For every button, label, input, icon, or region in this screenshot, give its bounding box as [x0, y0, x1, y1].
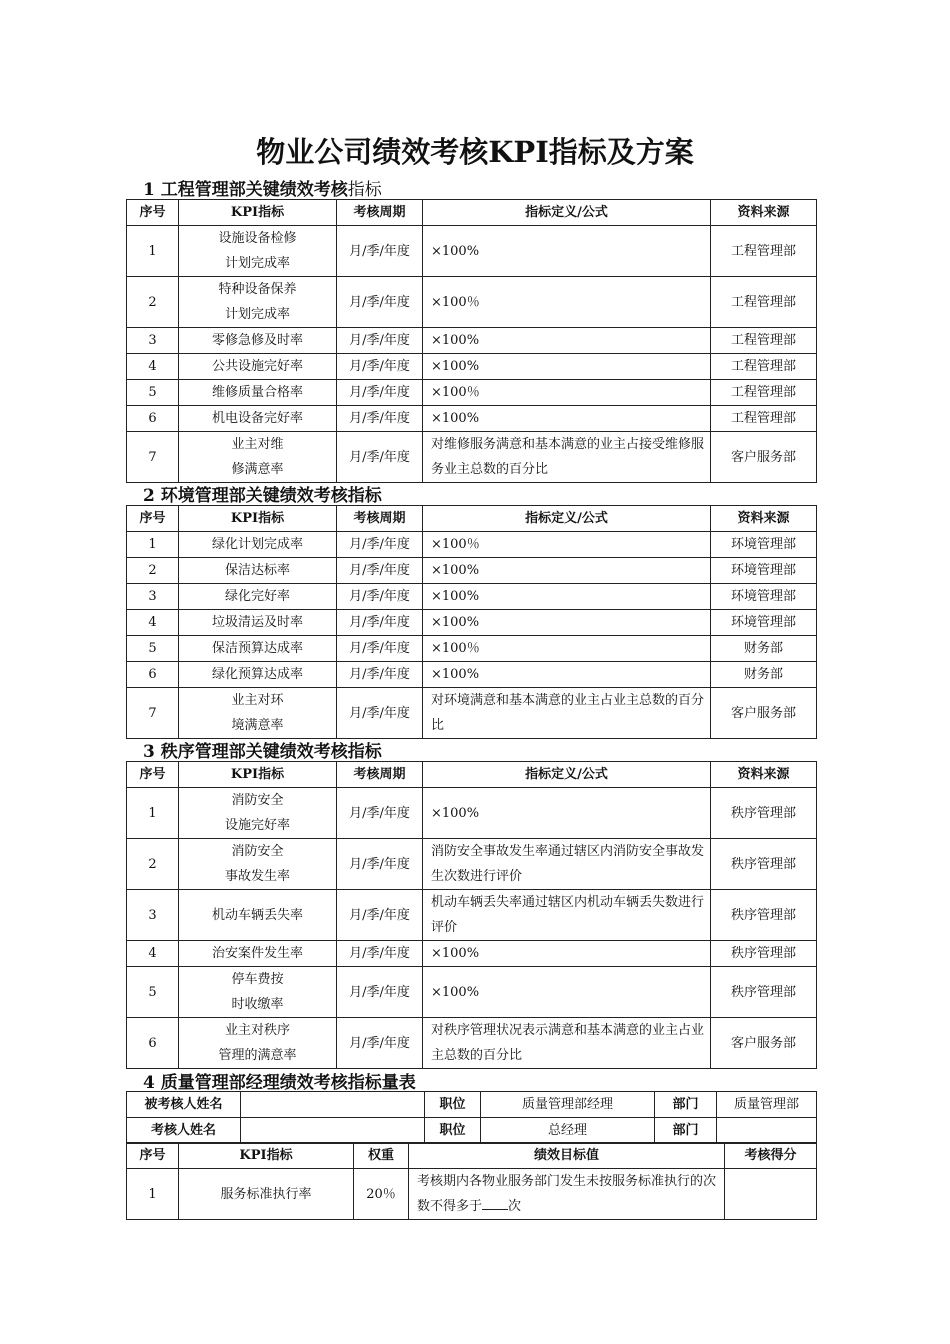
row-source: 秩序管理部 [711, 967, 817, 1018]
row-source: 工程管理部 [711, 380, 817, 406]
row-no: 5 [127, 636, 179, 662]
table-row [127, 226, 817, 277]
col-header-kpi: KPI指标 [179, 1143, 354, 1169]
row-no: 1 [127, 1169, 179, 1220]
section-4-info-table [126, 1091, 817, 1144]
row-source: 环境管理部 [711, 558, 817, 584]
row-definition: ×100% [423, 967, 711, 1018]
section-1-heading-bold: 1 工程管理部关键绩效考核 [143, 180, 348, 200]
row-no: 1 [127, 226, 179, 277]
kpi-line: 消防安全 [231, 793, 284, 808]
row-kpi [179, 277, 337, 328]
row-period: 月/季/年度 [337, 406, 423, 432]
row-source: 客户服务部 [711, 432, 817, 483]
row-definition: ×100％ [423, 380, 711, 406]
assessor-dept-label: 部门 [655, 1118, 717, 1144]
row-no: 3 [127, 584, 179, 610]
kpi-line: 公共设施完好率 [211, 359, 303, 374]
table-row [127, 839, 817, 890]
kpi-line: 修满意率 [231, 462, 284, 477]
row-kpi [179, 432, 337, 483]
row-target [409, 1169, 725, 1220]
row-definition: 对环境满意和基本满意的业主占业主总数的百分比 [423, 688, 711, 739]
col-header-no: 序号 [127, 200, 179, 226]
row-period: 月/季/年度 [337, 226, 423, 277]
row-source: 环境管理部 [711, 584, 817, 610]
row-no: 3 [127, 328, 179, 354]
row-source: 环境管理部 [711, 532, 817, 558]
row-no: 4 [127, 941, 179, 967]
col-header-no: 序号 [127, 506, 179, 532]
table-row [127, 688, 817, 739]
row-definition: ×100% [423, 226, 711, 277]
document-title: 物业公司绩效考核KPI指标及方案 [256, 135, 694, 169]
row-definition: 机动车辆丢失率通过辖区内机动车辆丢失数进行评价 [423, 890, 711, 941]
assessor-dept-value[interactable] [717, 1118, 817, 1144]
row-no: 5 [127, 380, 179, 406]
kpi-line: 设施完好率 [224, 818, 290, 833]
row-kpi [179, 226, 337, 277]
assessee-position-value: 质量管理部经理 [481, 1092, 655, 1118]
row-kpi [179, 839, 337, 890]
row-kpi [179, 328, 337, 354]
kpi-line: 特种设备保养 [218, 282, 297, 297]
row-definition: ×100％ [423, 532, 711, 558]
section-3-table [126, 761, 817, 1069]
row-definition: 对秩序管理状况表示满意和基本满意的业主占业主总数的百分比 [423, 1018, 711, 1069]
kpi-line: 保洁预算达成率 [211, 641, 303, 656]
col-header-period: 考核周期 [337, 506, 423, 532]
kpi-line: 设施设备检修 [218, 231, 297, 246]
row-kpi [179, 584, 337, 610]
row-source: 秩序管理部 [711, 788, 817, 839]
kpi-line: 时收缴率 [231, 997, 284, 1012]
row-period: 月/季/年度 [337, 328, 423, 354]
table-row [127, 662, 817, 688]
kpi-line: 绿化预算达成率 [211, 667, 303, 682]
row-definition: ×100％ [423, 636, 711, 662]
row-kpi [179, 354, 337, 380]
row-source: 财务部 [711, 636, 817, 662]
table-header-row [127, 506, 817, 532]
row-no: 4 [127, 354, 179, 380]
col-header-score: 考核得分 [725, 1143, 817, 1169]
kpi-line: 消防安全 [231, 844, 284, 859]
row-period: 月/季/年度 [337, 688, 423, 739]
row-kpi [179, 406, 337, 432]
kpi-line: 零修急修及时率 [211, 333, 303, 348]
row-definition: ×100% [423, 788, 711, 839]
row-source: 工程管理部 [711, 226, 817, 277]
col-header-kpi: KPI指标 [179, 762, 337, 788]
row-kpi [179, 890, 337, 941]
row-period: 月/季/年度 [337, 354, 423, 380]
row-no: 3 [127, 890, 179, 941]
assessor-name-field[interactable] [241, 1118, 425, 1144]
col-header-definition: 指标定义/公式 [423, 762, 711, 788]
table-row [127, 532, 817, 558]
row-definition: 对维修服务满意和基本满意的业主占接受维修服务业主总数的百分比 [423, 432, 711, 483]
section-3-heading: 3 秩序管理部关键绩效考核指标 [143, 742, 382, 762]
row-kpi [179, 941, 337, 967]
kpi-line: 境满意率 [231, 718, 284, 733]
row-definition: ×100% [423, 558, 711, 584]
row-definition: ×100% [423, 354, 711, 380]
table-row [127, 890, 817, 941]
row-source: 秩序管理部 [711, 890, 817, 941]
section-1-heading-light: 指标 [347, 180, 382, 200]
row-source: 客户服务部 [711, 1018, 817, 1069]
col-header-definition: 指标定义/公式 [423, 506, 711, 532]
row-kpi [179, 558, 337, 584]
row-kpi [179, 688, 337, 739]
row-definition: ×100% [423, 406, 711, 432]
row-no: 2 [127, 558, 179, 584]
row-definition: ×100% [423, 941, 711, 967]
section-2-table [126, 505, 817, 739]
row-score[interactable] [725, 1169, 817, 1220]
row-weight: 20％ [354, 1169, 409, 1220]
fill-blank[interactable] [482, 1195, 508, 1210]
row-period: 月/季/年度 [337, 967, 423, 1018]
table-row [127, 354, 817, 380]
assessee-position-label: 职位 [425, 1092, 481, 1118]
assessor-row [127, 1118, 817, 1144]
kpi-line: 机动车辆丢失率 [211, 907, 303, 923]
row-target-suffix: 次 [508, 1199, 522, 1214]
row-source: 工程管理部 [711, 354, 817, 380]
table-header-row [127, 200, 817, 226]
table-row [127, 277, 817, 328]
kpi-line: 业主对维 [231, 437, 284, 452]
row-period: 月/季/年度 [337, 380, 423, 406]
row-source: 工程管理部 [711, 406, 817, 432]
table-header-row [127, 762, 817, 788]
section-4-heading: 4 质量管理部经理绩效考核指标量表 [143, 1073, 416, 1093]
row-kpi: 服务标准执行率 [179, 1169, 354, 1220]
table-row [127, 406, 817, 432]
row-period: 月/季/年度 [337, 584, 423, 610]
row-period: 月/季/年度 [337, 941, 423, 967]
table-row [127, 1018, 817, 1069]
row-source: 环境管理部 [711, 610, 817, 636]
section-4-kpi-table [126, 1142, 817, 1220]
kpi-line: 治安案件发生率 [211, 946, 303, 961]
table-row [127, 967, 817, 1018]
table-row [127, 1169, 817, 1220]
row-definition: 消防安全事故发生率通过辖区内消防安全事故发生次数进行评价 [423, 839, 711, 890]
kpi-line: 维修质量合格率 [211, 385, 303, 400]
col-header-source: 资料来源 [711, 762, 817, 788]
row-source: 工程管理部 [711, 277, 817, 328]
row-period: 月/季/年度 [337, 432, 423, 483]
row-target-text: 考核期内各物业服务部门发生未按服务标准执行的次数不得多于 [417, 1174, 717, 1214]
row-period: 月/季/年度 [337, 532, 423, 558]
row-no: 7 [127, 688, 179, 739]
row-no: 1 [127, 788, 179, 839]
row-period: 月/季/年度 [337, 610, 423, 636]
row-period: 月/季/年度 [337, 662, 423, 688]
row-period: 月/季/年度 [337, 788, 423, 839]
section-4-header-row [127, 1143, 817, 1169]
row-definition: ×100％ [423, 277, 711, 328]
assessor-name-label: 考核人姓名 [127, 1118, 241, 1144]
row-no: 2 [127, 839, 179, 890]
table-row [127, 584, 817, 610]
row-period: 月/季/年度 [337, 636, 423, 662]
kpi-line: 业主对秩序 [224, 1023, 290, 1038]
kpi-line: 垃圾清运及时率 [211, 615, 303, 630]
row-kpi [179, 610, 337, 636]
assessee-dept-label: 部门 [655, 1092, 717, 1118]
kpi-line: 绿化计划完成率 [211, 537, 303, 552]
col-header-period: 考核周期 [337, 762, 423, 788]
row-period: 月/季/年度 [337, 277, 423, 328]
row-no: 2 [127, 277, 179, 328]
row-definition: ×100% [423, 662, 711, 688]
row-source: 财务部 [711, 662, 817, 688]
assessee-dept-value: 质量管理部 [717, 1092, 817, 1118]
section-1-table [126, 199, 817, 483]
table-row [127, 636, 817, 662]
assessee-row [127, 1092, 817, 1118]
kpi-line: 管理的满意率 [218, 1048, 297, 1063]
row-no: 5 [127, 967, 179, 1018]
kpi-line: 保洁达标率 [224, 563, 290, 578]
row-definition: ×100% [423, 584, 711, 610]
assessee-name-field[interactable] [241, 1092, 425, 1118]
row-period: 月/季/年度 [337, 839, 423, 890]
row-no: 6 [127, 1018, 179, 1069]
col-header-weight: 权重 [354, 1143, 409, 1169]
row-kpi [179, 788, 337, 839]
table-row [127, 328, 817, 354]
table-row [127, 788, 817, 839]
assessor-position-label: 职位 [425, 1118, 481, 1144]
col-header-target: 绩效目标值 [409, 1143, 725, 1169]
row-no: 6 [127, 662, 179, 688]
kpi-line: 计划完成率 [224, 256, 290, 271]
row-kpi [179, 662, 337, 688]
row-period: 月/季/年度 [337, 1018, 423, 1069]
col-header-kpi: KPI指标 [179, 506, 337, 532]
col-header-no: 序号 [127, 762, 179, 788]
table-row [127, 432, 817, 483]
row-source: 客户服务部 [711, 688, 817, 739]
section-1-heading [143, 175, 382, 200]
row-period: 月/季/年度 [337, 890, 423, 941]
kpi-line: 绿化完好率 [224, 589, 290, 604]
col-header-no: 序号 [127, 1143, 179, 1169]
row-source: 秩序管理部 [711, 941, 817, 967]
kpi-line: 计划完成率 [224, 307, 290, 322]
col-header-definition: 指标定义/公式 [423, 200, 711, 226]
row-kpi [179, 380, 337, 406]
col-header-kpi: KPI指标 [179, 200, 337, 226]
row-kpi [179, 636, 337, 662]
col-header-source: 资料来源 [711, 506, 817, 532]
row-no: 6 [127, 406, 179, 432]
row-period: 月/季/年度 [337, 558, 423, 584]
table-row [127, 941, 817, 967]
row-kpi [179, 967, 337, 1018]
row-source: 秩序管理部 [711, 839, 817, 890]
kpi-line: 事故发生率 [224, 869, 290, 884]
section-2-heading: 2 环境管理部关键绩效考核指标 [143, 486, 382, 506]
table-row [127, 380, 817, 406]
col-header-source: 资料来源 [711, 200, 817, 226]
row-definition: ×100% [423, 610, 711, 636]
kpi-line: 业主对环 [231, 693, 284, 708]
row-definition: ×100% [423, 328, 711, 354]
row-no: 4 [127, 610, 179, 636]
kpi-line: 机电设备完好率 [211, 411, 303, 426]
row-kpi [179, 1018, 337, 1069]
col-header-period: 考核周期 [337, 200, 423, 226]
row-kpi [179, 532, 337, 558]
table-row [127, 610, 817, 636]
row-no: 1 [127, 532, 179, 558]
assessee-name-label: 被考核人姓名 [127, 1092, 241, 1118]
assessor-position-value: 总经理 [481, 1118, 655, 1144]
table-row [127, 558, 817, 584]
row-source: 工程管理部 [711, 328, 817, 354]
row-no: 7 [127, 432, 179, 483]
kpi-line: 停车费按 [231, 972, 284, 987]
